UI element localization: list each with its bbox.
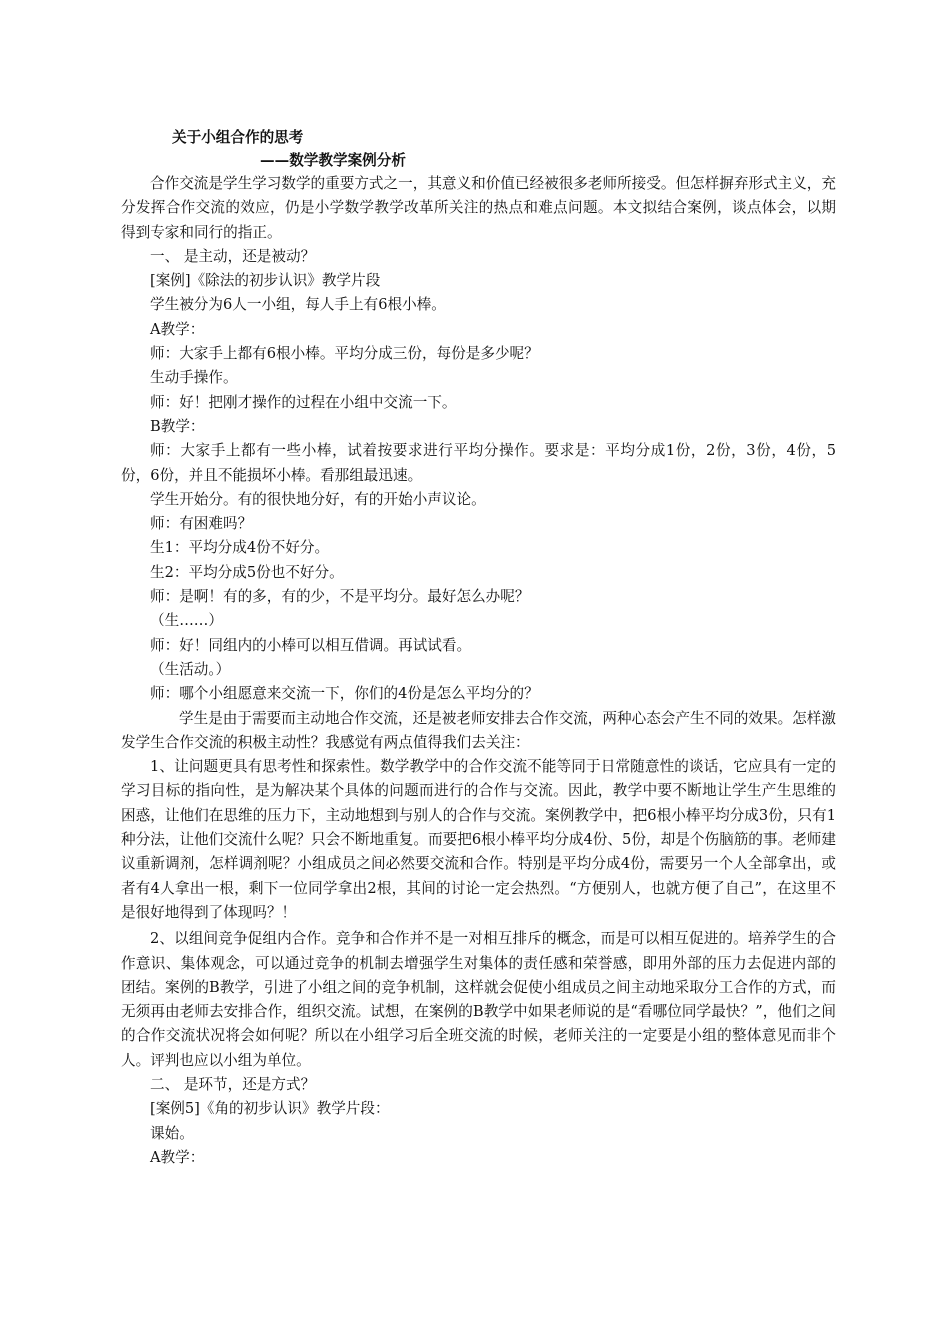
case-line: 师：哪个小组愿意来交流一下，你们的4份是怎么平均分的？ <box>150 685 539 703</box>
document-title: 关于小组合作的思考 <box>172 129 304 146</box>
case-line: 师：好！同组内的小棒可以相互借调。再试试看。 <box>150 636 472 654</box>
case-line: 师：是啊！有的多，有的少，不是平均分。最好怎么办呢？ <box>150 588 530 606</box>
case-line: 师：大家手上都有6根小棒。平均分成三份，每份是多少呢？ <box>150 345 539 363</box>
document-subtitle: ——数学教学案例分析 <box>260 152 406 169</box>
case-title-2: [案例5]《角的初步认识》教学片段： <box>150 1100 390 1118</box>
case-line: 学生开始分。有的很快地分好，有的开始小声议论。 <box>150 490 486 508</box>
section-heading-2: 二、 是环节，还是方式？ <box>150 1075 316 1093</box>
case-line: A教学： <box>150 1148 205 1166</box>
analysis-paragraph: 学生是由于需要而主动地合作交流，还是被老师安排去合作交流，两种心态会产生不同的效果。怎样激发学生合作交流的积极主动性？我感觉有两点值得我们去关注： <box>121 709 836 751</box>
point-paragraph-2: 2、以组间竞争促组内合作。竞争和合作并不是一对相互排斥的概念，而是可以相互促进的。培养学生的合作意识、集体观念，可以通过竞争的机制去增强学生对集体的责任感和荣誉感，即用外部的压力去促进内部的团结。案例的B教学，引进了小组之间的竞争机制，这样就会促使小组成员之间主动地采取分工合作的方式，而无须再由老师去安排合作，组织交流。试想，在案例的B教学中如果老师说的是“看哪位同学最快？”，他们之间的合作交流状况将会如何呢？所以在小组学习后全班交流的时候，老师关注的一定要是小组的整体意见而非个人。评判也应以小组为单位。 <box>121 930 836 1069</box>
intro-paragraph: 合作交流是学生学习数学的重要方式之一，其意义和价值已经被很多老师所接受。但怎样摒弃形式主义，充分发挥合作交流的效应，仍是小学数学教学改革所关注的热点和难点问题。本文拟结合案例，谈点体会，以期得到专家和同行的指正。 <box>121 175 836 241</box>
case-line: 师：好！把刚才操作的过程在小组中交流一下。 <box>150 393 457 411</box>
case-line: B教学： <box>150 417 205 435</box>
case-line: 生动手操作。 <box>150 369 238 387</box>
section-heading-1: 一、 是主动，还是被动？ <box>150 247 316 265</box>
case-line: A教学： <box>150 320 205 338</box>
case-line: 生2：平均分成5份也不好分。 <box>150 563 344 581</box>
case-line: 师：有困难吗？ <box>150 515 253 533</box>
document-body <box>121 126 836 1170</box>
point-paragraph-1: 1、让问题更具有思考性和探索性。数学教学中的合作交流不能等同于日常随意性的谈话，它应具有一定的学习目标的指向性，是为解决某个具体的问题而进行的合作与交流。因此，教学中要不断地让学生产生思维的困惑，让他们在思维的压力下，主动地想到与别人的合作与交流。案例教学中，把6根小棒平均分成3份，只有1种分法，让他们交流什么呢？只会不断地重复。而要把6根小棒平均分成4份、5份，却是个伤脑筋的事。老师建议重新调剂，怎样调剂呢？小组成员之间必然要交流和合作。特别是平均分成4份，需要另一个人全部拿出，或者有4人拿出一根，剩下一位同学拿出2根，其间的讨论一定会热烈。“方便别人，也就方便了自己”，在这里不是很好地得到了体现吗？！ <box>121 758 836 921</box>
case-line: 师：大家手上都有一些小棒，试着按要求进行平均分操作。要求是：平均分成1份，2份，3份，4份，5份，6份，并且不能损坏小棒。看那组最迅速。 <box>121 442 836 484</box>
case-line: 学生被分为6人一小组，每人手上有6根小棒。 <box>150 296 446 314</box>
case-line: 生1：平均分成4份不好分。 <box>150 539 330 557</box>
case-line: 课始。 <box>150 1124 194 1142</box>
case-line: （生……） <box>150 612 223 630</box>
case-title-1: [案例]《除法的初步认识》教学片段 <box>150 272 381 290</box>
case-line: （生活动。） <box>150 660 231 678</box>
